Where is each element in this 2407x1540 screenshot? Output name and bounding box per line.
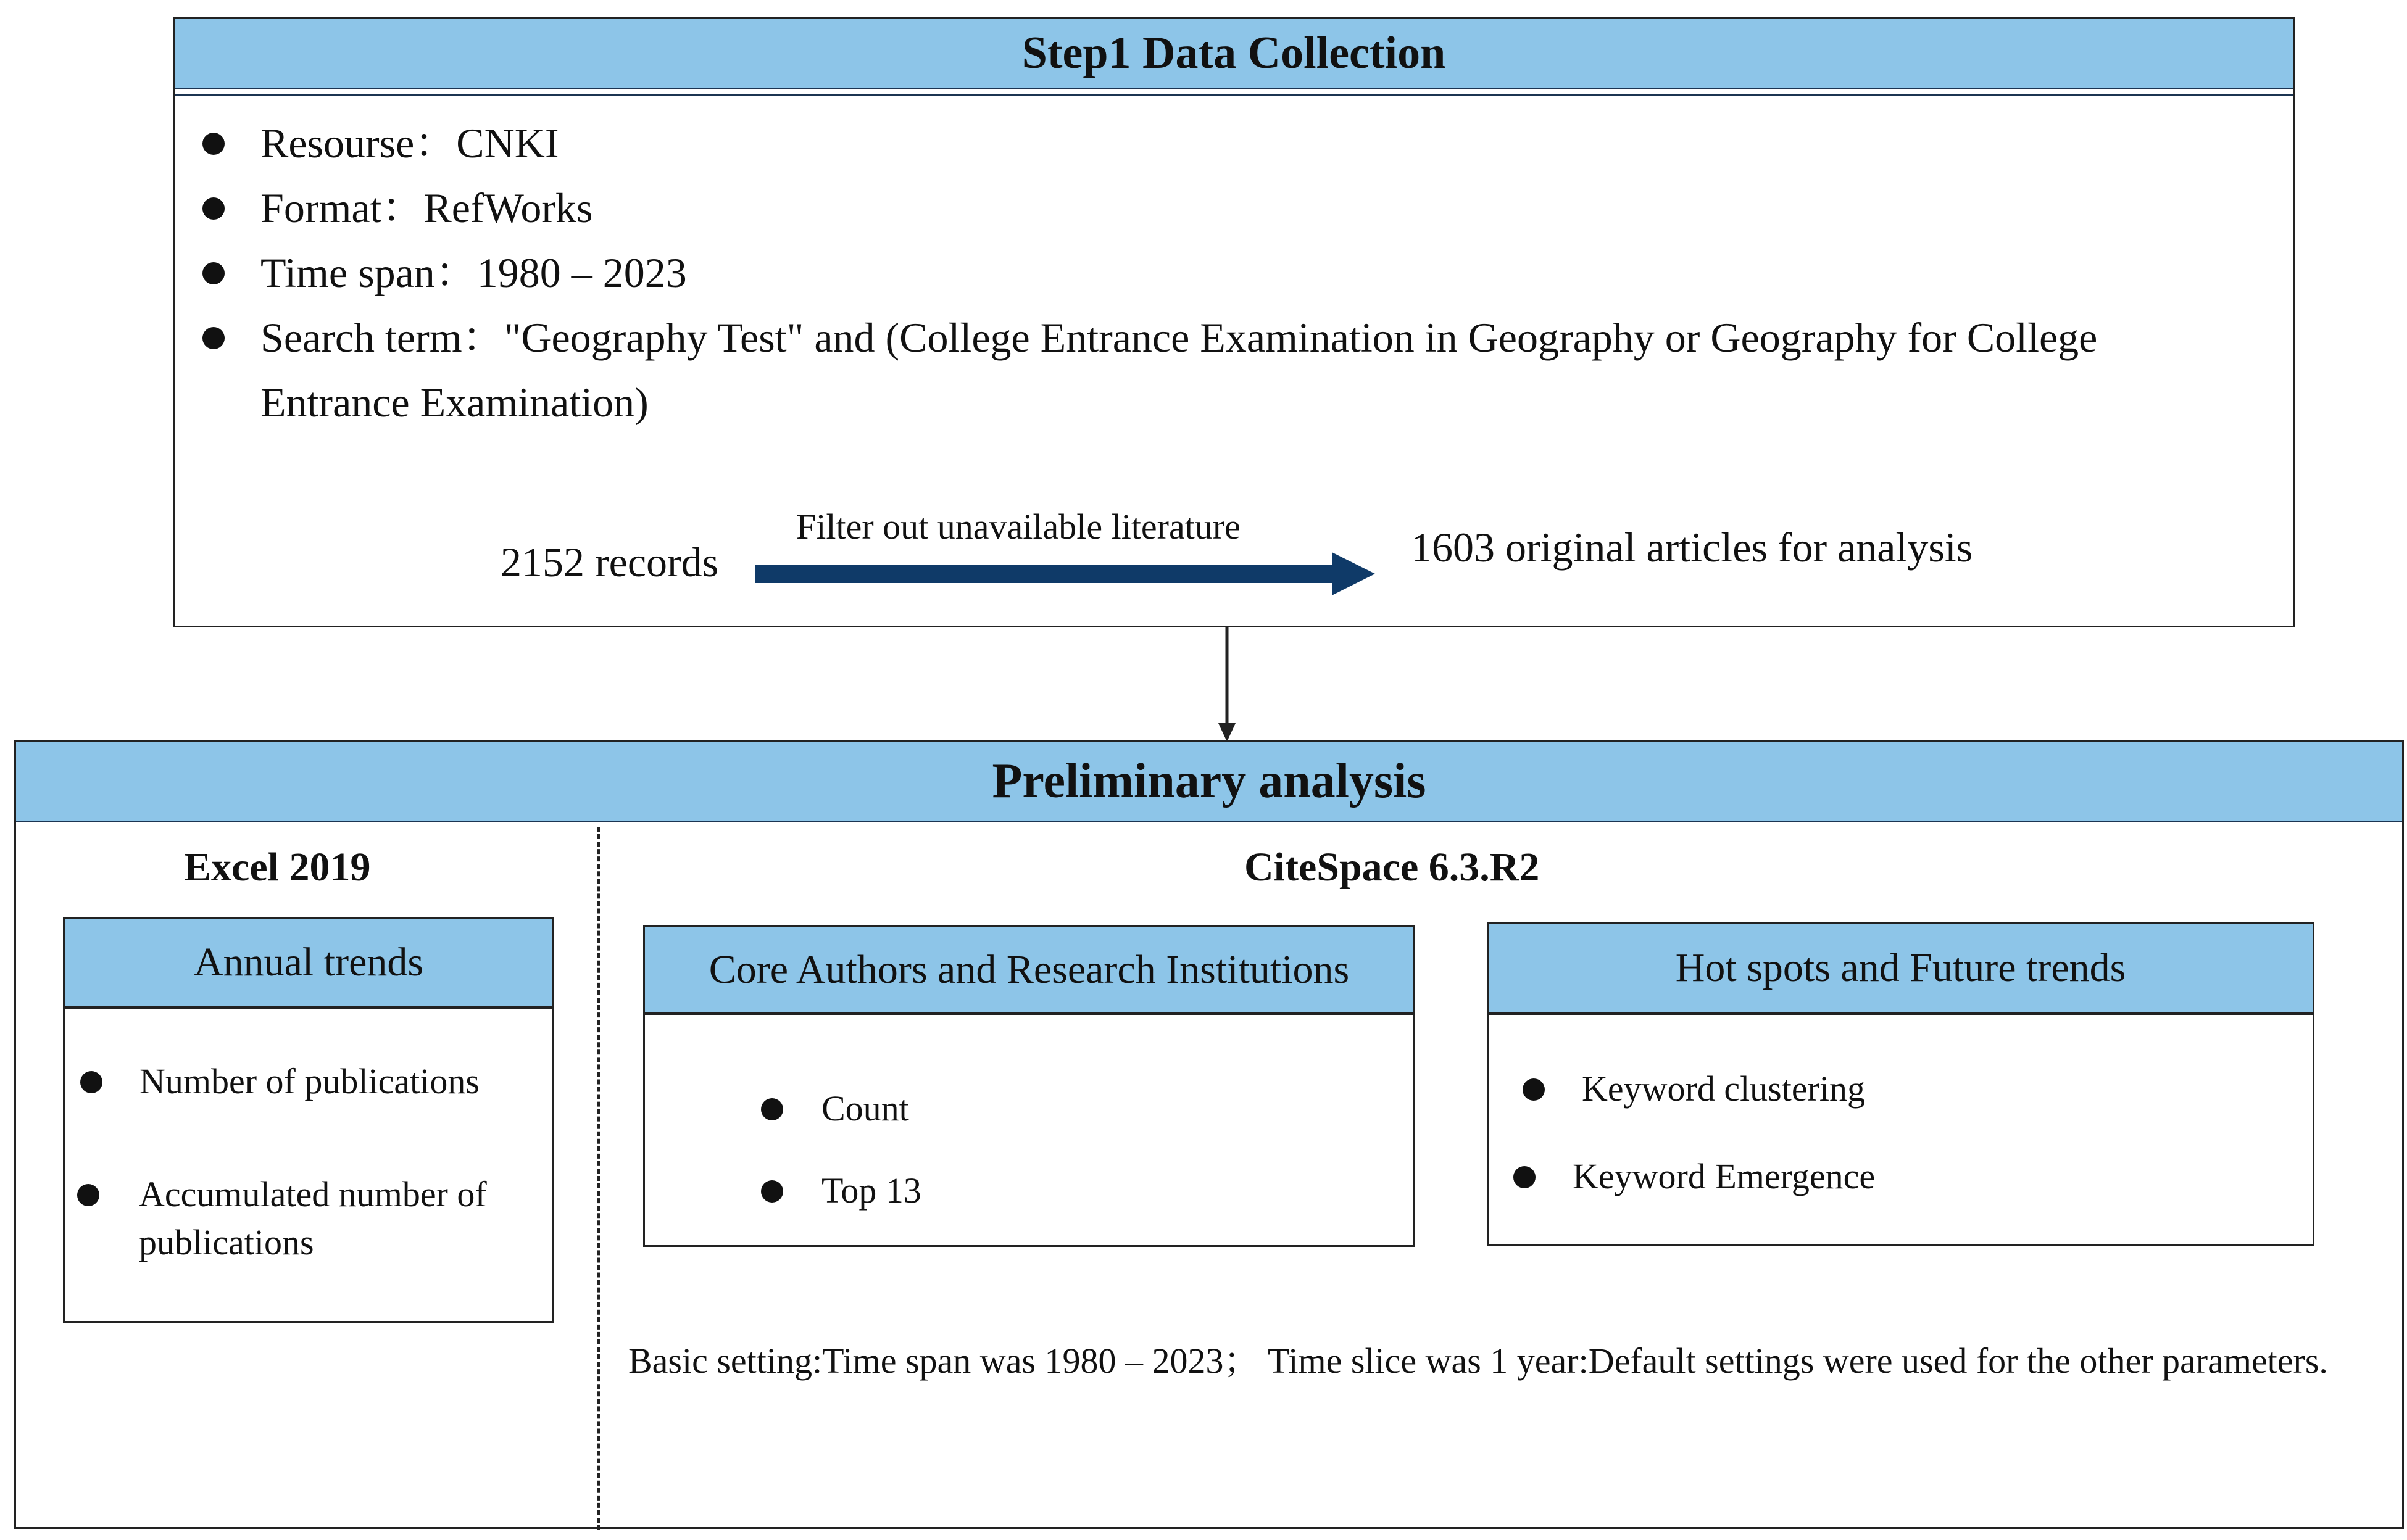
list-item xyxy=(1523,1065,1865,1113)
data-collection-title: Step1 Data Collection xyxy=(1021,27,1446,78)
core-authors-header xyxy=(645,927,1413,1015)
hot-spots-title: Hot spots and Future trends xyxy=(1675,945,2126,990)
list-item xyxy=(761,1167,921,1215)
core-authors-title: Core Authors and Research Institutions xyxy=(709,946,1350,992)
excel-title: Excel 2019 xyxy=(184,845,371,890)
time-span-item xyxy=(202,241,687,305)
dashed-divider xyxy=(597,827,600,1530)
format-label: Format：RefWorks xyxy=(260,184,593,231)
format-item xyxy=(202,176,592,241)
records-count: 2152 records xyxy=(501,539,719,586)
annual-trends-box xyxy=(63,917,554,1323)
hot-spots-header xyxy=(1489,924,2313,1015)
list-item-label: Count xyxy=(821,1088,909,1128)
list-item xyxy=(80,1058,480,1106)
right-arrow-icon xyxy=(755,552,1375,595)
list-item xyxy=(761,1085,909,1133)
bullet-icon xyxy=(202,327,225,349)
analysis-articles-count: 1603 original articles for analysis xyxy=(1411,524,1973,571)
bullet-icon xyxy=(1523,1078,1545,1101)
bullet-icon xyxy=(761,1180,783,1203)
hot-spots-box xyxy=(1487,922,2314,1246)
preliminary-analysis-title: Preliminary analysis xyxy=(992,754,1426,808)
time-span-label: Time span：1980 – 2023 xyxy=(260,249,687,296)
list-item xyxy=(77,1170,534,1267)
bullet-icon xyxy=(1513,1166,1536,1188)
annual-trends-title: Annual trends xyxy=(193,940,424,985)
source-item xyxy=(202,111,559,176)
bullet-icon xyxy=(202,197,225,220)
list-item-label: Accumulated number of publications xyxy=(139,1174,487,1262)
list-item-label: Number of publications xyxy=(139,1061,480,1101)
source-label: Resourse：CNKI xyxy=(260,120,559,167)
list-item-label: Keyword clustering xyxy=(1582,1069,1866,1109)
basic-setting-note: Basic setting:Time span was 1980 – 2023； Time slice was 1 year:Default settings were used for the other parameters. xyxy=(628,1341,2328,1381)
data-collection-box xyxy=(173,17,2295,627)
bullet-icon xyxy=(77,1184,99,1206)
preliminary-analysis-box xyxy=(14,740,2404,1529)
list-item-label: Top 13 xyxy=(821,1170,921,1211)
citespace-title: CiteSpace 6.3.R2 xyxy=(1244,845,1540,890)
bullet-icon xyxy=(80,1071,102,1093)
filter-label: Filter out unavailable literature xyxy=(796,507,1241,547)
search-term-label: Search term："Geography Test" and (College Entrance Examination in Geography or Geography for College Entrance Examination) xyxy=(260,314,2098,426)
header-double-rule xyxy=(175,94,2293,96)
bullet-icon xyxy=(202,133,225,155)
search-term-item xyxy=(202,305,2248,435)
filter-flow xyxy=(175,475,2293,586)
down-arrow-icon xyxy=(1215,627,1239,742)
bullet-icon xyxy=(202,262,225,284)
data-collection-header xyxy=(175,19,2293,89)
list-item-label: Keyword Emergence xyxy=(1573,1156,1876,1196)
core-authors-box xyxy=(643,925,1415,1247)
preliminary-analysis-header xyxy=(16,742,2402,822)
annual-trends-header xyxy=(65,919,552,1009)
bullet-icon xyxy=(761,1098,783,1120)
list-item xyxy=(1513,1153,1875,1201)
